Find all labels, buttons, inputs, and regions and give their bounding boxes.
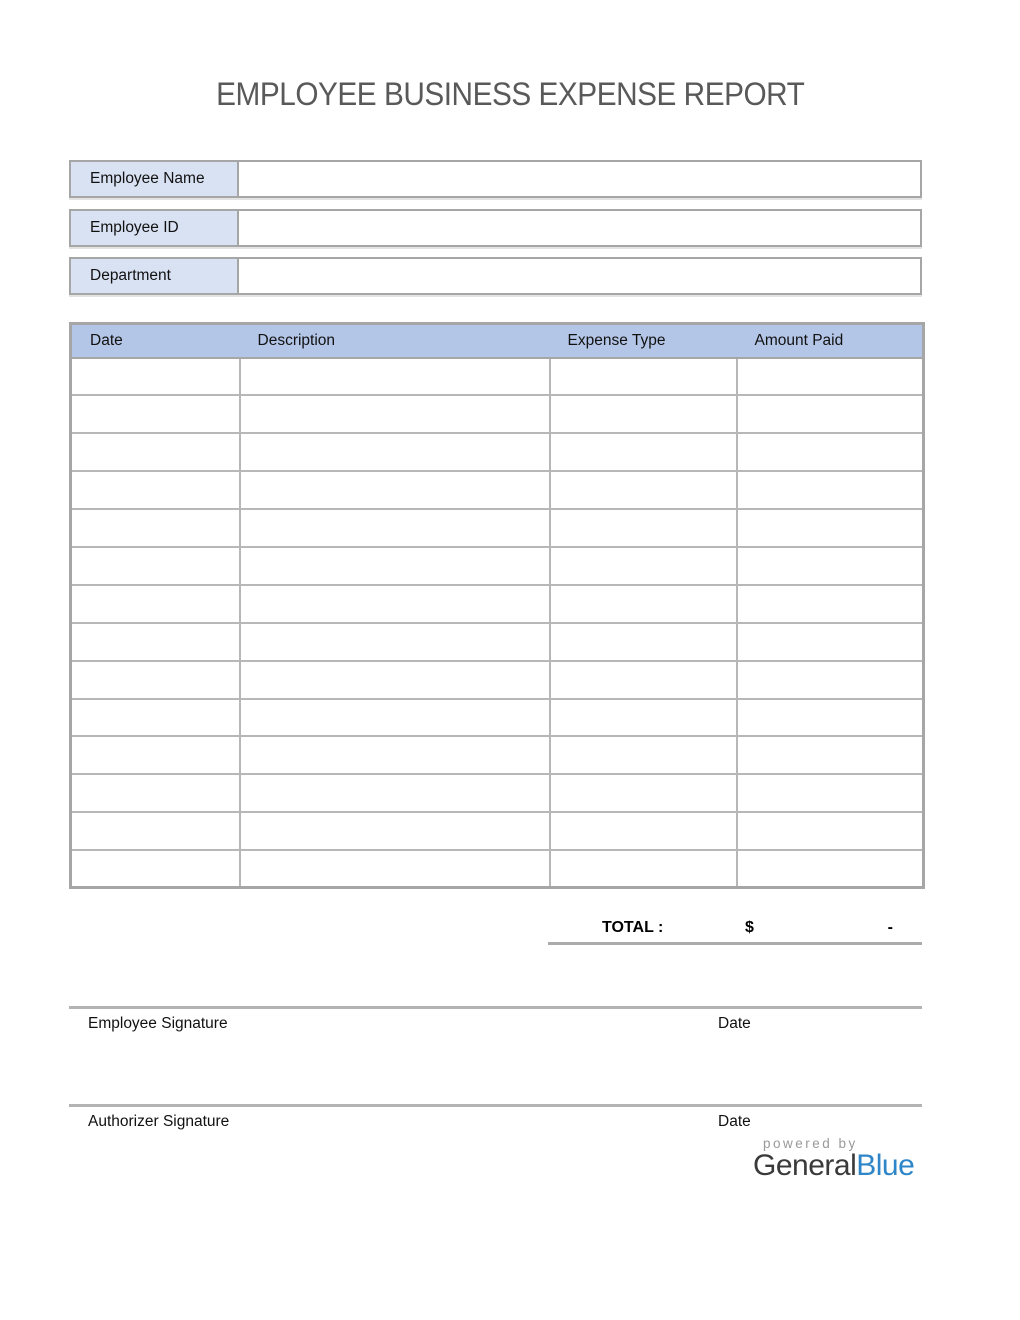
expense-cell[interactable] — [550, 358, 737, 396]
expense-cell[interactable] — [550, 585, 737, 623]
expense-cell[interactable] — [71, 547, 240, 585]
expense-cell[interactable] — [240, 509, 550, 547]
expense-cell[interactable] — [550, 812, 737, 850]
expense-cell[interactable] — [737, 395, 924, 433]
expense-cell[interactable] — [737, 471, 924, 509]
logo-general-text: General — [753, 1149, 857, 1182]
total-row — [548, 915, 922, 945]
expense-cell[interactable] — [240, 661, 550, 699]
table-row — [71, 585, 924, 623]
page-title-text: EMPLOYEE BUSINESS EXPENSE REPORT — [215, 76, 805, 112]
expense-cell[interactable] — [71, 433, 240, 471]
employee-signature-block — [69, 1006, 922, 1035]
expense-cell[interactable] — [737, 661, 924, 699]
field-row-employee-name — [69, 160, 922, 198]
expense-cell[interactable] — [550, 623, 737, 661]
expense-cell[interactable] — [71, 850, 240, 888]
expense-cell[interactable] — [240, 585, 550, 623]
expense-cell[interactable] — [550, 395, 737, 433]
col-header-date: Date — [71, 324, 240, 358]
authorizer-signature-label: Authorizer Signature — [88, 1113, 230, 1130]
total-label: TOTAL : — [602, 919, 664, 936]
expense-table — [69, 322, 925, 889]
expense-cell[interactable] — [550, 699, 737, 737]
expense-cell[interactable] — [240, 623, 550, 661]
expense-cell[interactable] — [71, 736, 240, 774]
expense-table-header-row — [71, 324, 924, 358]
expense-cell[interactable] — [240, 433, 550, 471]
expense-cell[interactable] — [737, 547, 924, 585]
expense-cell[interactable] — [550, 471, 737, 509]
expense-cell[interactable] — [550, 547, 737, 585]
table-row — [71, 661, 924, 699]
expense-cell[interactable] — [71, 358, 240, 396]
field-row-employee-id — [69, 209, 922, 247]
table-row — [71, 623, 924, 661]
expense-cell[interactable] — [550, 433, 737, 471]
employee-signature-label: Employee Signature — [88, 1015, 228, 1032]
expense-cell[interactable] — [550, 509, 737, 547]
expense-cell[interactable] — [240, 850, 550, 888]
expense-cell[interactable] — [240, 395, 550, 433]
authorizer-signature-date-label: Date — [718, 1113, 751, 1130]
expense-cell[interactable] — [550, 661, 737, 699]
expense-cell[interactable] — [550, 850, 737, 888]
total-value: - — [887, 919, 893, 936]
employee-name-label: Employee Name — [71, 162, 239, 196]
generalblue-logo — [753, 1149, 914, 1183]
table-row — [71, 358, 924, 396]
expense-cell[interactable] — [737, 812, 924, 850]
col-header-amount-paid: Amount Paid — [737, 324, 924, 358]
expense-cell[interactable] — [550, 774, 737, 812]
expense-cell[interactable] — [240, 736, 550, 774]
total-currency: $ — [745, 919, 754, 936]
expense-cell[interactable] — [240, 812, 550, 850]
employee-name-input[interactable] — [239, 162, 920, 196]
table-row — [71, 471, 924, 509]
table-row — [71, 395, 924, 433]
logo-blue-text: Blue — [856, 1149, 915, 1182]
employee-id-input[interactable] — [239, 211, 920, 245]
expense-cell[interactable] — [71, 774, 240, 812]
table-row — [71, 736, 924, 774]
expense-cell[interactable] — [71, 623, 240, 661]
expense-cell[interactable] — [737, 509, 924, 547]
field-row-department — [69, 257, 922, 295]
expense-cell[interactable] — [71, 471, 240, 509]
table-row — [71, 547, 924, 585]
table-row — [71, 850, 924, 888]
expense-cell[interactable] — [240, 471, 550, 509]
expense-cell[interactable] — [737, 850, 924, 888]
table-row — [71, 433, 924, 471]
employee-signature-labels — [69, 1009, 922, 1035]
expense-cell[interactable] — [737, 585, 924, 623]
employee-id-label: Employee ID — [71, 211, 239, 245]
department-input[interactable] — [239, 259, 920, 293]
expense-cell[interactable] — [737, 736, 924, 774]
expense-cell[interactable] — [737, 774, 924, 812]
table-row — [71, 509, 924, 547]
department-label: Department — [71, 259, 239, 293]
table-row — [71, 699, 924, 737]
expense-cell[interactable] — [71, 585, 240, 623]
employee-signature-date-label: Date — [718, 1015, 751, 1032]
expense-cell[interactable] — [240, 699, 550, 737]
powered-by-text: powered by — [763, 1136, 858, 1151]
expense-cell[interactable] — [71, 812, 240, 850]
expense-cell[interactable] — [240, 774, 550, 812]
expense-cell[interactable] — [737, 358, 924, 396]
expense-cell[interactable] — [737, 433, 924, 471]
authorizer-signature-block — [69, 1104, 922, 1133]
expense-cell[interactable] — [737, 699, 924, 737]
expense-cell[interactable] — [550, 736, 737, 774]
table-row — [71, 812, 924, 850]
table-row — [71, 774, 924, 812]
expense-cell[interactable] — [71, 509, 240, 547]
col-header-description: Description — [240, 324, 550, 358]
authorizer-signature-labels — [69, 1107, 922, 1133]
expense-cell[interactable] — [737, 623, 924, 661]
expense-cell[interactable] — [240, 547, 550, 585]
expense-cell[interactable] — [71, 395, 240, 433]
page-title — [0, 76, 1020, 113]
col-header-expense-type: Expense Type — [550, 324, 737, 358]
expense-cell[interactable] — [71, 661, 240, 699]
expense-cell[interactable] — [240, 358, 550, 396]
expense-table-body — [71, 358, 924, 888]
expense-cell[interactable] — [71, 699, 240, 737]
